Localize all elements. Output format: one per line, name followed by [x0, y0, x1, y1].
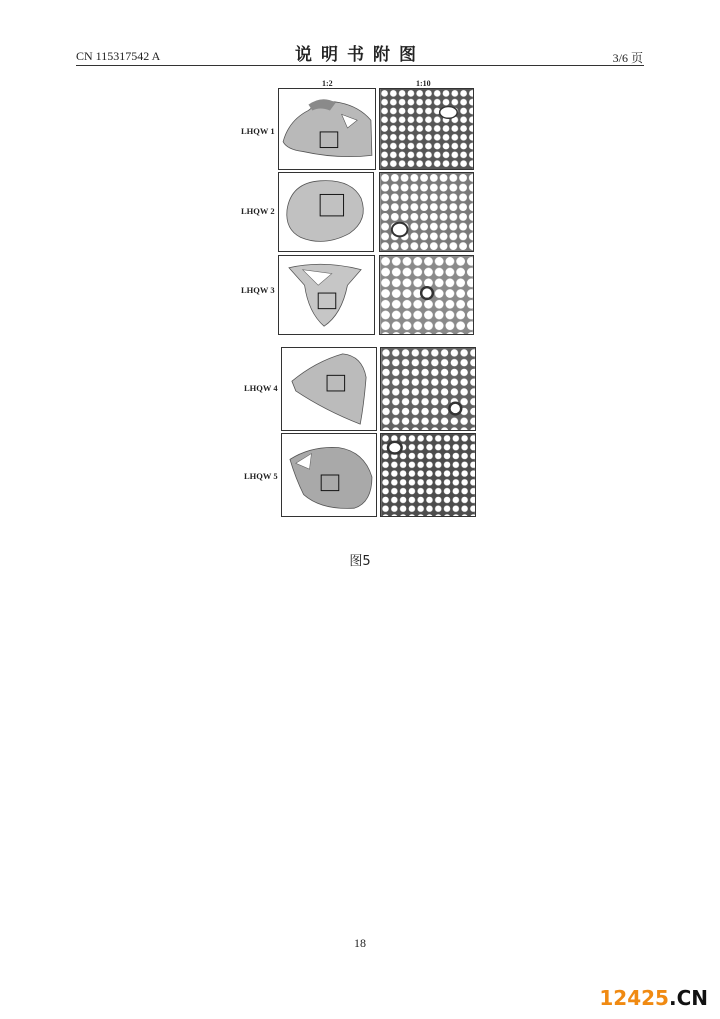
- page-number: 18: [354, 936, 366, 950]
- patent-number: CN 115317542 A: [76, 49, 161, 63]
- lung-detail-2: [379, 172, 474, 252]
- lung-overview-3: [278, 255, 375, 335]
- row-label-lhqw1: LHQW 1: [241, 126, 275, 136]
- page-indicator: 3/6 页: [612, 51, 643, 65]
- lung-overview-2: [278, 172, 374, 252]
- row-label-lhqw2: LHQW 2: [241, 206, 275, 216]
- lung-overview-4: [281, 347, 377, 431]
- row-label-lhqw5: LHQW 5: [244, 471, 278, 481]
- document-title: 说明书附图: [295, 45, 425, 65]
- row-label-lhqw4: LHQW 4: [244, 383, 278, 393]
- lung-detail-5: [380, 433, 476, 517]
- header-rule: [76, 65, 644, 66]
- lung-detail-4: [380, 347, 476, 431]
- watermark-number: 12425: [599, 986, 669, 1010]
- watermark-logo: [599, 986, 708, 1010]
- lung-detail-3: [379, 255, 474, 335]
- column-label-1-2: 1:2: [322, 79, 333, 88]
- figure-caption: 图5: [349, 554, 371, 569]
- row-label-lhqw3: LHQW 3: [241, 285, 275, 295]
- lung-detail-1: [379, 88, 474, 170]
- watermark-suffix: .CN: [668, 986, 708, 1010]
- lung-overview-1: [278, 88, 376, 170]
- column-label-1-10: 1:10: [416, 79, 431, 88]
- lung-overview-5: [281, 433, 377, 517]
